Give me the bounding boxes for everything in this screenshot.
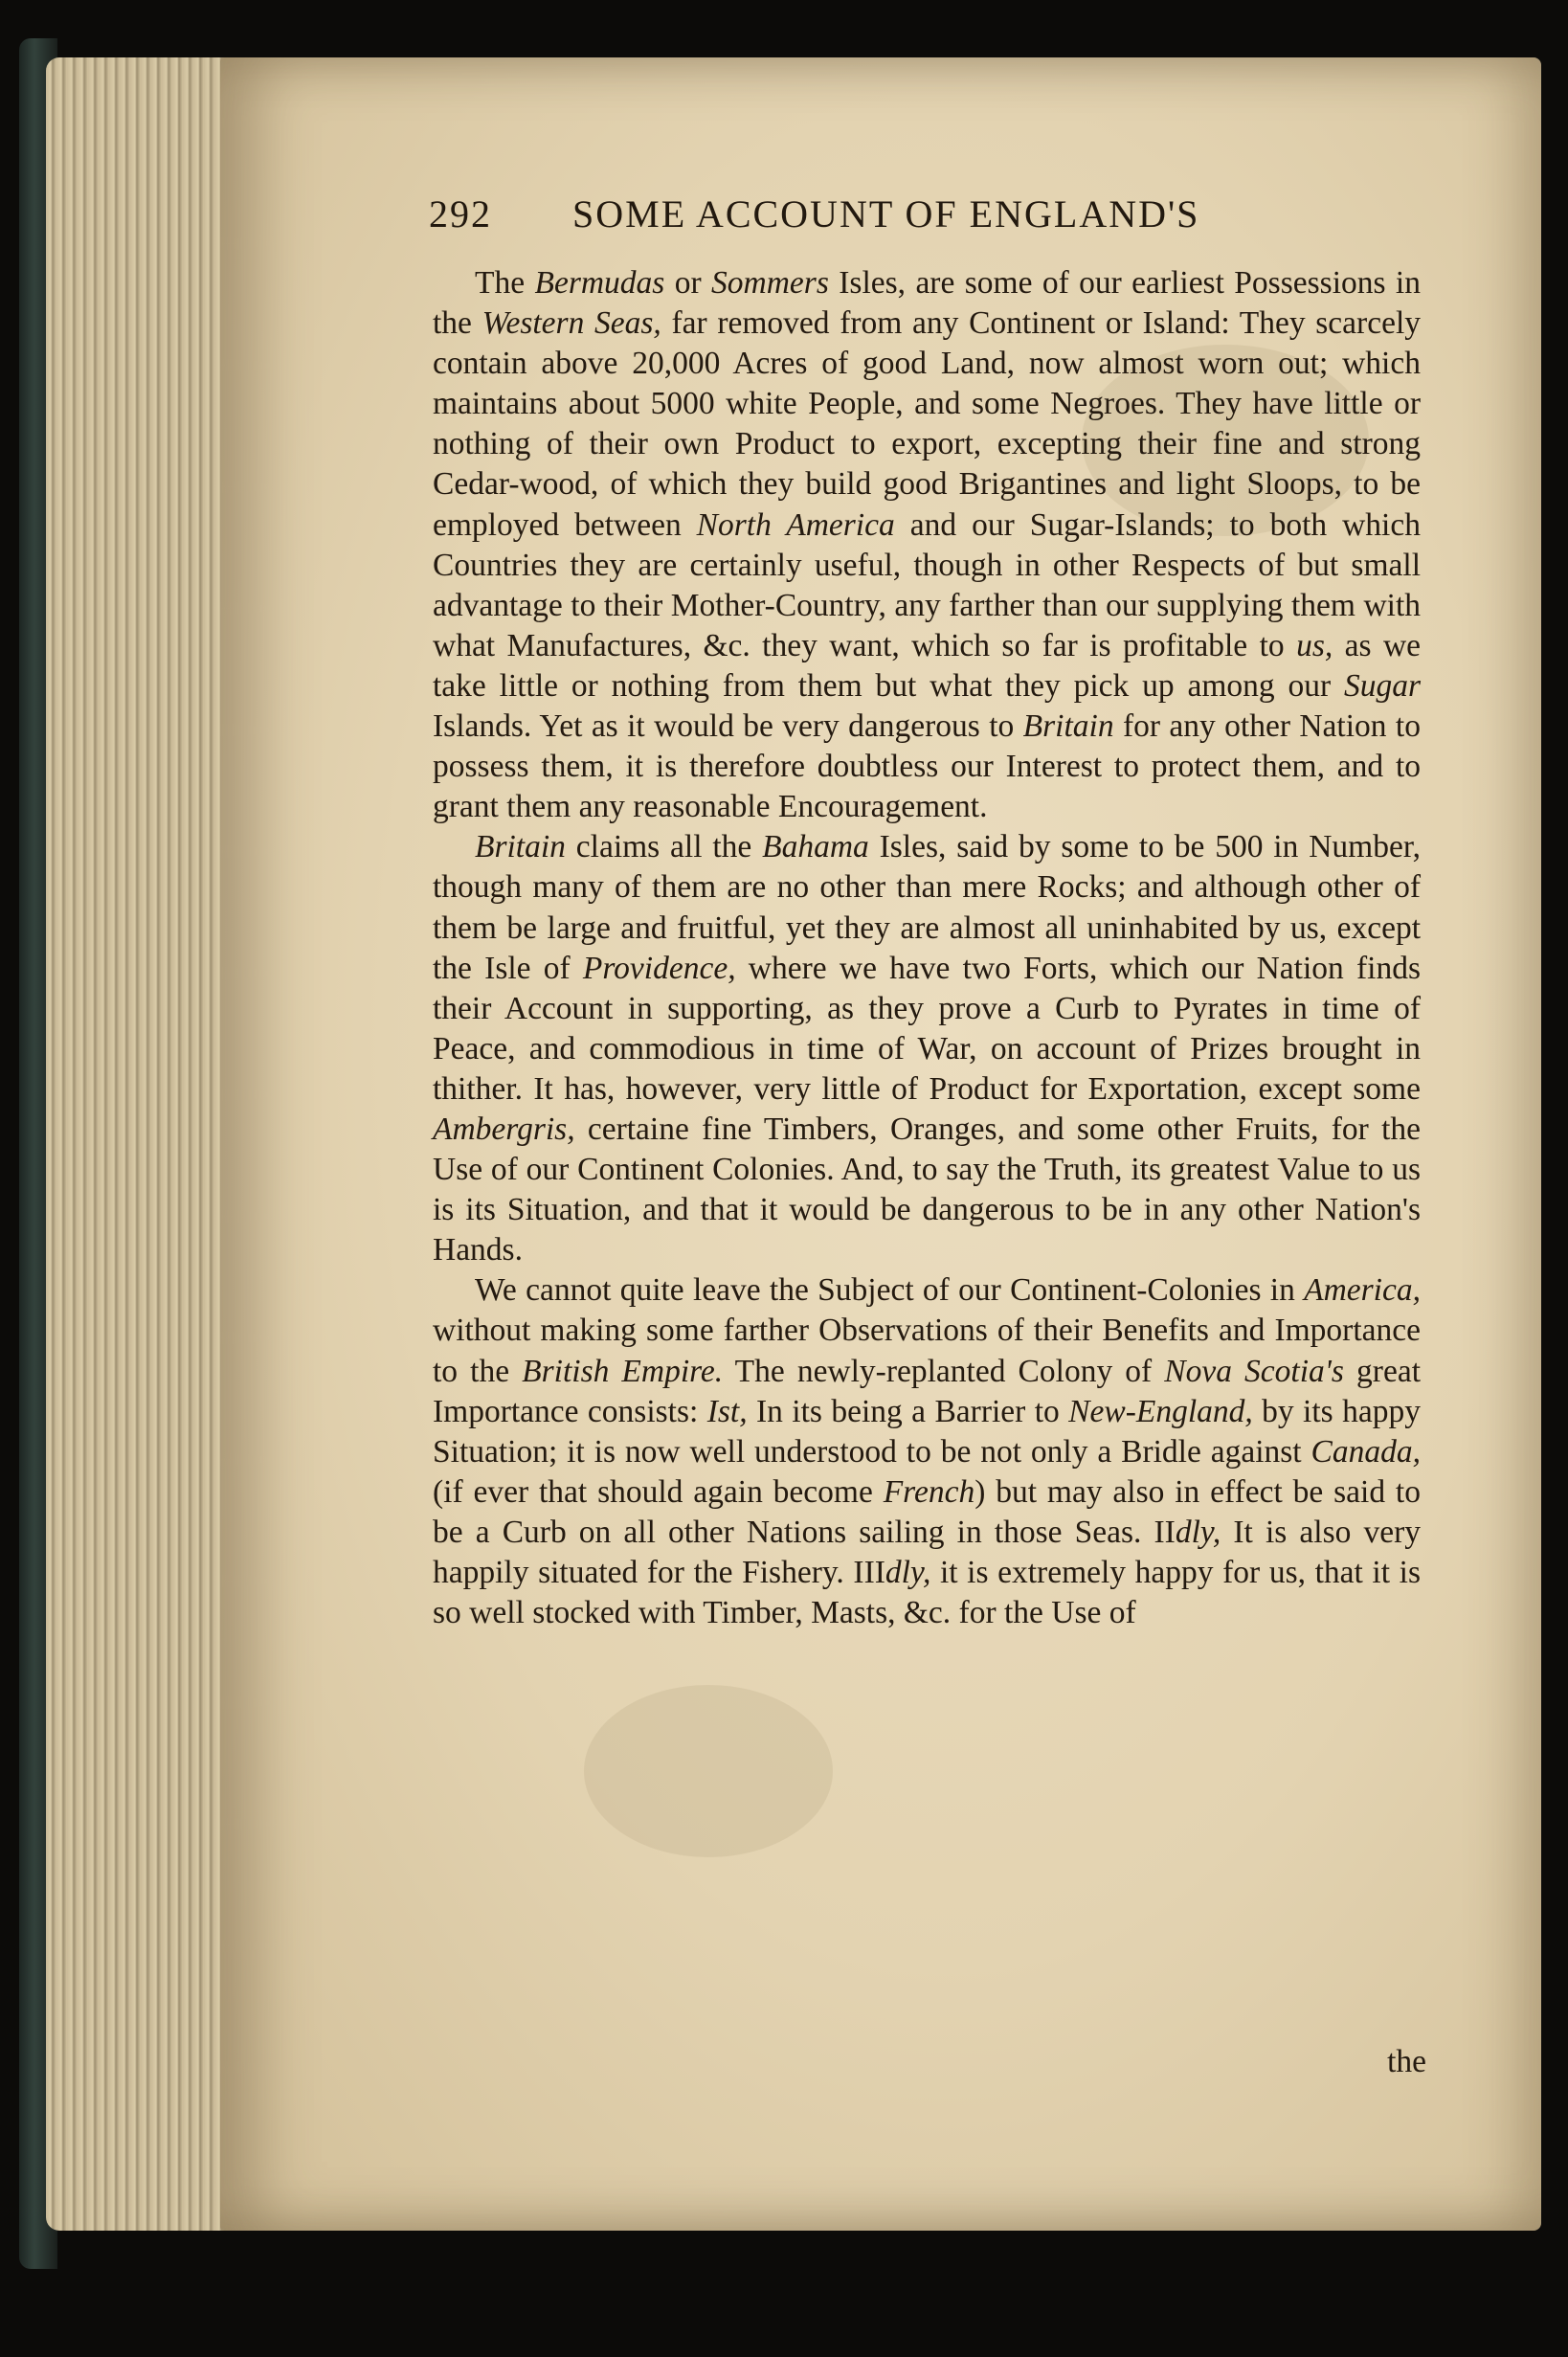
text-run: as we take little or nothing from them but what they pick up among our	[433, 627, 1422, 704]
italic-text: French	[883, 1473, 975, 1510]
text-run: by its happy Situation; it is now well understood to be not only a Bridle against	[433, 1393, 1421, 1470]
italic-text: us,	[1296, 627, 1333, 663]
italic-text: dly,	[885, 1555, 931, 1590]
text-run: The	[475, 265, 535, 301]
text-run: We cannot quite leave the Subject of our Continent-Colonies in	[475, 1272, 1305, 1309]
text-run: certaine fine Timbers, Oranges, and some other Fruits, for the Use of our Continent Colonies. And, to say the Truth, its greatest Value to us is its Situation, and that it would be dangerous to be in any other Nation's Hands.	[433, 1111, 1421, 1268]
italic-text: Nova Scotia's	[1164, 1353, 1344, 1389]
text-run: claims all the	[565, 829, 763, 865]
text-run: and our Sugar-Islands; to both which Countries they are certainly useful, though in other Respects of but small advantage to their Mother-Country, any farther than our supplying them with what Manufactures, &c. they want, which so far is profitable to	[433, 506, 1421, 663]
italic-text: Bahama	[762, 829, 869, 865]
text-run: Isles, said by some to be 500 in Number, though many of them are no other than mere Rocks; and although other of them be large and fruitful, yet they are almost all uninhabited by us, except the Isle of	[433, 829, 1422, 986]
italic-text: Ambergris,	[433, 1111, 575, 1147]
text-run: (if ever that should again become	[433, 1473, 884, 1510]
italic-text: Western Seas,	[482, 305, 661, 342]
italic-text: Sommers	[711, 265, 829, 301]
text-run: ) but may also in effect be said to be a Curb on all other Nations sailing in those Seas. II	[433, 1473, 1421, 1550]
catchword: the	[1387, 2044, 1426, 2079]
text-run: where we have two Forts, which our Nation finds their Account in supporting, as they prove a Curb to Pyrates in time of Peace, and commodious in time of War, on account of Prizes brought in thither. It has, however, very little of Product for Exportation, except some	[433, 950, 1422, 1107]
paragraph-nova-scotia	[433, 1270, 1421, 1633]
text-run: or	[664, 265, 712, 301]
running-title: SOME ACCOUNT OF ENGLAND'S	[572, 192, 1200, 236]
text-run: The newly-replanted Colony of	[723, 1353, 1165, 1389]
italic-text: Canada,	[1310, 1433, 1421, 1470]
text-run: Islands. Yet as it would be very dangerous to	[433, 708, 1023, 745]
text-run: Isles, are some of our earliest Possessions in the	[433, 265, 1421, 342]
text-run: for any other Nation to possess them, it is therefore doubtless our Interest to protect them, and to grant them any reasonable Encouragement.	[433, 708, 1421, 825]
text-run: In its being a Barrier to	[747, 1393, 1069, 1429]
italic-text: Ist,	[706, 1393, 748, 1429]
italic-text: dly,	[1175, 1514, 1221, 1550]
paragraph-bahamas	[433, 827, 1421, 1270]
italic-text: North America	[696, 506, 895, 543]
italic-text: Britain	[1022, 708, 1114, 745]
text-run: far removed from any Continent or Island: They scarcely contain above 20,000 Acres of good Land, now almost worn out; which maintains about 5000 white People, and some Negroes. They have little or nothing of their own Product to export, excepting their fine and strong Cedar-wood, of which they build good Brigantines and light Sloops, to be employed between	[433, 305, 1421, 543]
paragraph-bermudas	[433, 263, 1421, 827]
italic-text: Britain	[475, 829, 566, 865]
italic-text: Providence,	[582, 950, 736, 986]
text-run: It is also very happily situated for the Fishery. III	[433, 1514, 1422, 1590]
text-run: great Importance consists:	[433, 1353, 1422, 1429]
italic-text: New-England,	[1068, 1393, 1253, 1429]
text-run: it is extremely happy for us, that it is so well stocked with Timber, Masts, &c. for the Use of	[433, 1555, 1421, 1631]
text-run: without making some farther Observations of their Benefits and Importance to the	[433, 1313, 1421, 1389]
page-header	[429, 191, 1434, 249]
italic-text: Bermudas	[534, 265, 665, 301]
italic-text: America,	[1304, 1272, 1421, 1309]
italic-text: British Empire.	[522, 1353, 724, 1389]
page-body	[433, 263, 1421, 2044]
page-number: 292	[429, 192, 492, 236]
italic-text: Sugar	[1343, 667, 1421, 704]
